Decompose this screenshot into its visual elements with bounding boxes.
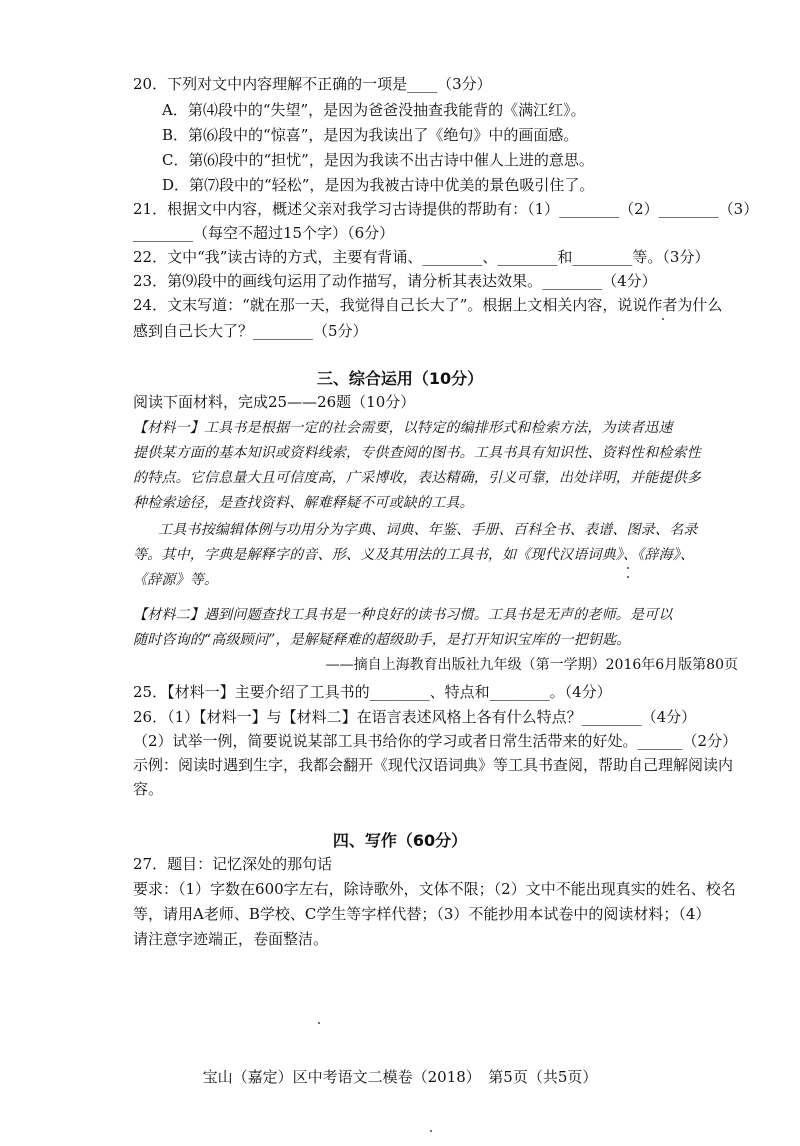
question-21-line1: 21．根据文中内容，概述父亲对我学习古诗提供的帮助有：（1）________（2）________（3） (133, 200, 759, 218)
question-21-line2: ________（每空不超过15个字）（6分） (133, 224, 395, 242)
material-1-line-3: 的特点。它信息量大且可信度高，广采博收，表达精确，引义可靠，出处详明，并能提供多 (133, 470, 701, 486)
material-1b-line-3: 《辞源》等。 (133, 572, 219, 588)
question-20-stem: 20．下列对文中内容理解不正确的一项是____（3分） (133, 75, 492, 93)
material-source: ——摘自上海教育出版社九年级（第一学期）2016年6月版第80页 (325, 657, 738, 673)
example-line-1: 示例：阅读时遇到生字，我都会翻开《现代汉语词典》等工具书查阅，帮助自己理解阅读内 (133, 756, 734, 774)
question-20-option-b: B．第⑹段中的“惊喜”，是因为我读出了《绝句》中的画面感。 (162, 126, 579, 144)
section-3-title: 三、综合运用（10分） (316, 369, 484, 388)
question-20-option-a: A．第⑷段中的“失望”，是因为爸爸没抽查我能背的《满江红》。 (162, 101, 586, 119)
question-25: 25．【材料一】主要介绍了工具书的________、特点和________。（4分） (133, 683, 612, 701)
question-26-part-1: 26．（1）【材料一】与【材料二】在语言表述风格上各有什么特点？________（4分） (133, 708, 697, 726)
question-27-title: 27．题目：记忆深处的那句话 (133, 855, 333, 873)
question-20-option-d: D．第⑺段中的“轻松”，是因为我被古诗中优美的景色吸引住了。 (162, 176, 595, 194)
scan-speck (430, 1130, 432, 1132)
example-line-2: 容。 (133, 780, 164, 798)
question-23: 23．第⑼段中的画线句运用了动作描写，请分析其表达效果。________（4分） (133, 272, 657, 290)
material-1b-line-2: 等。其中，字典是解释字的音、形、义及其用法的工具书，如《现代汉语词典》、《辞海》、 (133, 547, 695, 563)
scan-speck (627, 567, 629, 569)
material-1-line-1: 【材料一】工具书是根据一定的社会需要，以特定的编排形式和检索方法，为读者迅速 (133, 420, 673, 436)
material-1-line-2: 提供某方面的基本知识或资料线索，专供查阅的图书。工具书具有知识性、资料性和检索性 (133, 445, 701, 461)
material-2-line-2: 随时咨询的“高级顾问”，是解疑释难的超级助手，是打开知识宝库的一把钥匙。 (133, 632, 631, 648)
question-20-option-c: C．第⑹段中的“担忧”，是因为我读不出古诗中催人上进的意思。 (162, 151, 594, 169)
page-footer: 宝山（嘉定）区中考语文二模卷（2018） 第5页（共5页） (202, 1068, 598, 1086)
scan-speck (627, 576, 629, 578)
requirements-line-3: 请注意字迹端正，卷面整洁。 (133, 930, 329, 948)
material-1-line-4: 种检索途径，是查找资料、解难释疑不可或缺的工具。 (133, 495, 474, 511)
scan-speck (662, 318, 664, 320)
section-3-intro: 阅读下面材料，完成25——26题（10分） (133, 393, 416, 411)
section-4-title: 四、写作（60分） (332, 831, 468, 850)
requirements-line-2: 等，请用A老师、B学校、C学生等字样代替；（3）不能抄用本试卷中的阅读材料；（4） (133, 905, 711, 923)
question-24-line2: 感到自己长大了？________（5分） (133, 322, 368, 340)
question-22: 22．文中“我”读古诗的方式，主要有背诵、________、________和________等。（3分） (133, 248, 710, 266)
question-24-line1: 24．文末写道：“就在那一天，我觉得自己长大了”。根据上文相关内容，说说作者为什么 (133, 296, 723, 314)
question-26-part-2: （2）试举一例，简要说说某部工具书给你的学习或者日常生活带来的好处。______（2分） (133, 732, 738, 750)
requirements-line-1: 要求：（1）字数在600字左右，除诗歌外，文体不限；（2）文中不能出现真实的姓名、校名 (133, 880, 736, 898)
scan-speck (318, 1022, 320, 1024)
material-1b-line-1: 工具书按编辑体例与功用分为字典、词典、年鉴、手册、百科全书、表谱、图录、名录 (158, 522, 698, 538)
material-2-line-1: 【材料二】遇到问题查找工具书是一种良好的读书习惯。工具书是无声的老师。是可以 (133, 607, 673, 623)
